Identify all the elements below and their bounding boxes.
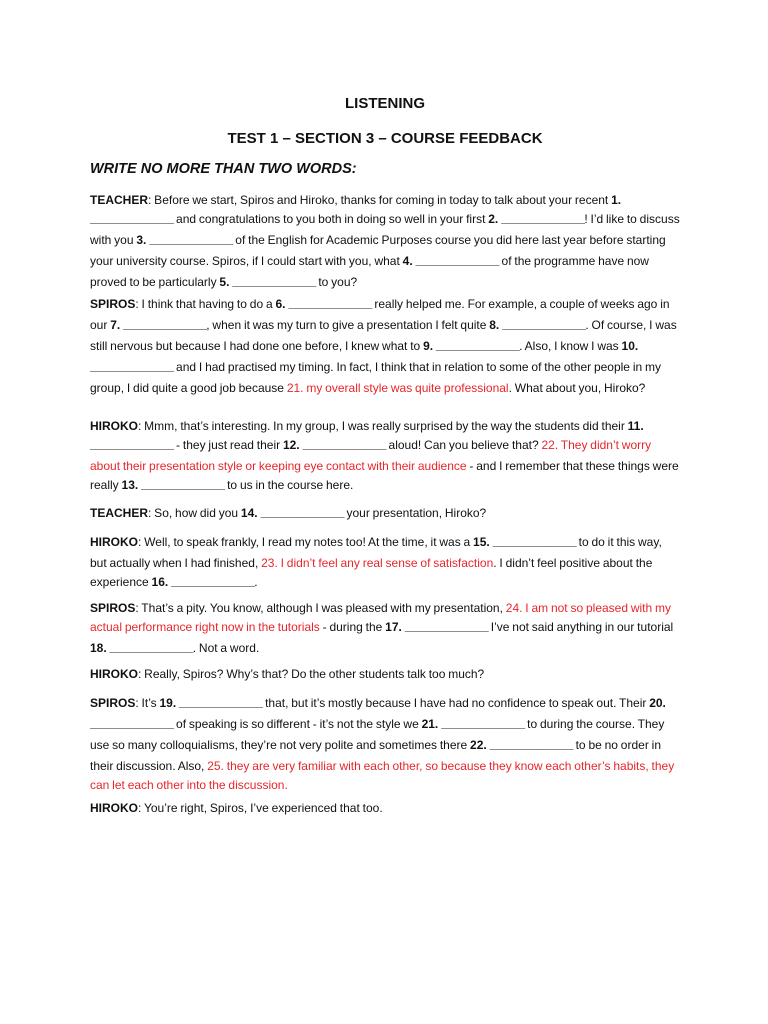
answer-blank: ________________ <box>415 258 499 269</box>
question-number: 5. <box>219 275 230 289</box>
dialogue-turn-spiros <box>90 694 680 795</box>
question-number: 2. <box>488 212 499 226</box>
question-number: 22. <box>470 738 487 752</box>
answer-blank: ________________ <box>260 510 344 521</box>
question-number: 8. <box>489 318 500 332</box>
question-number: 4. <box>402 254 413 268</box>
answer-blank: ________________ <box>123 322 207 333</box>
answer-blank: ________________ <box>149 237 233 248</box>
question-number: 13. <box>121 478 139 492</box>
dialogue-text: that, but it’s mostly because I have had no confidence to speak out. Their <box>262 696 650 710</box>
question-number: 6. <box>275 297 286 311</box>
answer-blank: ________________ <box>302 442 386 453</box>
answer-highlight: 23. I didn’t feel any real sense of satisfaction <box>261 556 494 570</box>
dialogue-text: . Of course, I was still nervous but because I had done one before, I knew what to <box>90 318 677 353</box>
dialogue-turn-teacher <box>90 191 680 294</box>
question-number: 7. <box>110 318 121 332</box>
answer-blank: ________________ <box>232 279 316 290</box>
dialogue-text: . I didn’t feel positive about the experience <box>90 556 653 589</box>
dialogue-text: . <box>254 575 258 589</box>
dialogue-turn-hiroko <box>90 665 680 684</box>
answer-blank: ________________ <box>441 721 525 732</box>
dialogue-turn-hiroko <box>90 533 680 594</box>
dialogue-text: aloud! Can you believe that? <box>385 438 542 452</box>
speaker-name: SPIROS <box>90 601 136 615</box>
answer-blank: ________________ <box>109 645 193 656</box>
answer-blank: ________________ <box>141 482 225 493</box>
dialogue-turn-hiroko <box>90 417 680 497</box>
dialogue-text: to during the course. They use so many colloquialisms, they’re not very polite and sometimes there <box>90 717 665 752</box>
dialogue-text: : Well, to speak frankly, I read my notes too! At the time, it was a <box>138 535 474 549</box>
speaker-name: TEACHER <box>90 506 149 520</box>
answer-blank: ________________ <box>90 721 174 732</box>
dialogue-text: . Also, I know I was <box>519 339 622 353</box>
answer-blank: ________________ <box>288 301 372 312</box>
speaker-name: HIROKO <box>90 801 138 815</box>
dialogue-text: of the programme have now proved to be particularly <box>90 254 649 289</box>
dialogue-text: to do it this way, but actually when I had finished, <box>90 535 662 570</box>
question-number: 18. <box>90 641 107 655</box>
dialogue-text: your presentation, Hiroko? <box>343 506 487 520</box>
answer-blank: ________________ <box>171 579 255 590</box>
question-number: 12. <box>282 438 300 452</box>
dialogue-text: and congratulations to you both in doing so well in your first <box>173 212 489 226</box>
dialogue-text: , when it was my turn to give a presentation I felt quite <box>206 318 490 332</box>
question-number: 19. <box>159 696 177 710</box>
dialogue-text: really helped me. For example, a couple of weeks ago in our <box>90 297 670 332</box>
dialogue-text: I’ve not said anything in our tutorial <box>487 620 674 634</box>
instruction: WRITE NO MORE THAN TWO WORDS: <box>90 161 357 177</box>
question-number: 16. <box>151 575 169 589</box>
dialogue-text: : Before we start, Spiros and Hiroko, thanks for coming in today to talk about your recent <box>148 193 612 207</box>
dialogue-text: of the English for Academic Purposes course you did here last year before starting your university course. Spiros, if I could start with you, what <box>90 233 666 268</box>
answer-blank: ________________ <box>435 343 520 354</box>
answer-highlight: 25. they are very familiar with each other, so because they know each other’s habits, they can let each other into the discussion. <box>90 759 675 792</box>
dialogue-text: : It’s <box>135 696 160 710</box>
speaker-name: HIROKO <box>90 667 138 681</box>
speaker-name: SPIROS <box>90 696 136 710</box>
question-number: 9. <box>423 339 434 353</box>
dialogue-turn-teacher <box>90 504 680 525</box>
answer-blank: ________________ <box>90 216 174 227</box>
dialogue-text: to be no order in their discussion. Also, <box>90 738 661 773</box>
speaker-name: HIROKO <box>90 419 138 433</box>
dialogue-text: : Mmm, that’s interesting. In my group, I was really surprised by the way the students did their <box>138 419 628 433</box>
speaker-name: TEACHER <box>90 193 149 207</box>
dialogue-text: to us in the course here. <box>224 478 354 492</box>
dialogue-turn-hiroko <box>90 799 680 818</box>
answer-blank: ________________ <box>90 364 174 375</box>
question-number: 17. <box>385 620 402 634</box>
dialogue-turn-spiros <box>90 295 680 398</box>
dialogue-text: : I think that having to do a <box>135 297 276 311</box>
question-number: 15. <box>473 535 490 549</box>
dialogue-text: . What about you, Hiroko? <box>508 381 646 395</box>
question-number: 1. <box>611 193 622 207</box>
dialogue-text: : That’s a pity. You know, although I was pleased with my presentation, <box>135 601 506 615</box>
dialogue-text: - during the <box>319 620 386 634</box>
dialogue-text: : So, how did you <box>148 506 241 520</box>
dialogue-text: - and I remember that these things were really <box>90 459 679 492</box>
question-number: 21. <box>421 717 439 731</box>
answer-highlight: 22. They didn’t worry about their presentation style or keeping eye contact with their audience <box>90 438 652 473</box>
dialogue-text: to you? <box>315 275 358 289</box>
dialogue-text: : You’re right, Spiros, I’ve experienced that too. <box>138 801 383 815</box>
answer-highlight: 24. I am not so pleased with my actual performance right now in the tutorials <box>90 601 672 634</box>
dialogue-text: ! I’d like to discuss with you <box>90 212 680 247</box>
answer-blank: ________________ <box>90 442 174 453</box>
question-number: 20. <box>649 696 666 710</box>
answer-blank: ________________ <box>404 624 488 635</box>
dialogue-text: . Not a word. <box>192 641 260 655</box>
dialogue-turn-spiros <box>90 599 680 660</box>
question-number: 11. <box>627 419 644 433</box>
answer-highlight: 21. my overall style was quite professional <box>286 381 509 395</box>
dialogue-text: and I had practised my timing. In fact, I think that in relation to some of the other people in my group, I did quite a good job because <box>90 360 661 395</box>
answer-blank: ________________ <box>501 216 585 227</box>
answer-blank: ________________ <box>489 742 573 753</box>
page-title: LISTENING <box>344 95 425 112</box>
question-number: 3. <box>136 233 147 247</box>
dialogue-text: of speaking is so different - it’s not the style we <box>173 717 422 731</box>
speaker-name: HIROKO <box>90 535 138 549</box>
question-number: 14. <box>240 506 258 520</box>
answer-blank: ________________ <box>179 700 263 711</box>
question-number: 10. <box>621 339 639 353</box>
dialogue-text: - they just read their <box>173 438 283 452</box>
speaker-name: SPIROS <box>90 297 136 311</box>
answer-blank: ________________ <box>492 539 576 550</box>
dialogue-text: : Really, Spiros? Why’s that? Do the other students talk too much? <box>138 667 485 681</box>
answer-blank: ________________ <box>502 322 586 333</box>
page-subtitle: TEST 1 – SECTION 3 – COURSE FEEDBACK <box>227 130 543 147</box>
